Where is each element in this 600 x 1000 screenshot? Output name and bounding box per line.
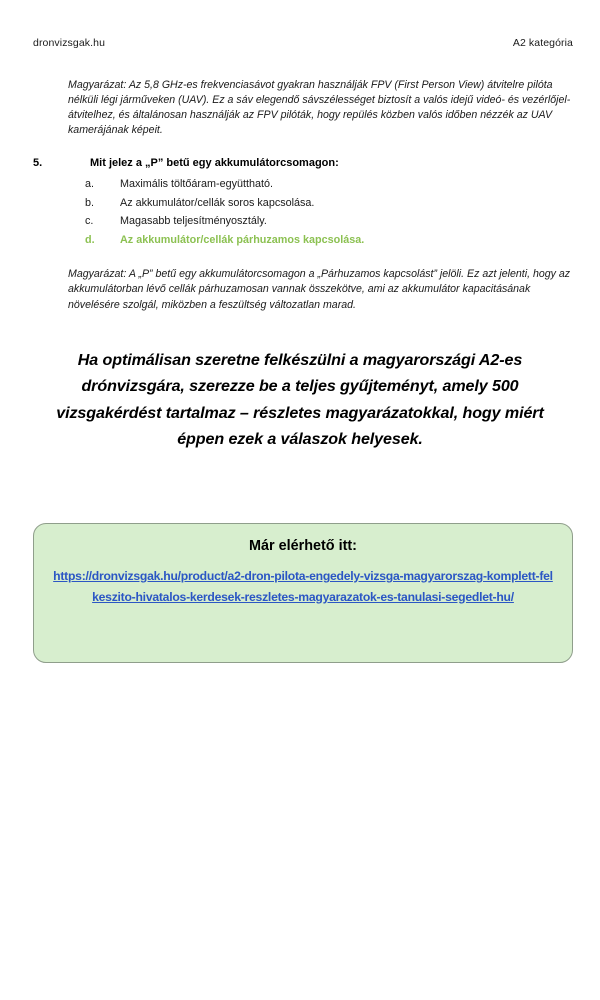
answer-option-d-correct[interactable] — [0, 231, 600, 250]
question-block — [0, 156, 600, 249]
answer-option-list — [0, 175, 600, 249]
answer-option-d-text: Az akkumulátor/cellák párhuzamos kapcsolása. — [120, 233, 365, 246]
answer-option-a-letter: a. — [85, 178, 95, 191]
answer-option-a-text: Maximális töltőáram-együttható. — [120, 178, 274, 191]
question-number: 5. — [33, 157, 43, 170]
product-link[interactable]: https://dronvizsgak.hu/product/a2-dron-pilota-engedely-vizsga-magyarorszag-komplett-felkeszito-hivatalos-kerdesek-reszletes-magyarazatok-es-tanulasi-segedlet-hu/ — [53, 569, 553, 604]
answer-option-c-text: Magasabb teljesítményosztály. — [120, 215, 267, 228]
answer-option-b[interactable] — [0, 194, 600, 213]
header-category: A2 kategória — [512, 37, 573, 49]
call-to-action-box — [33, 523, 573, 663]
answer-option-d-letter: d. — [85, 233, 95, 246]
document-body — [0, 78, 600, 453]
call-to-action-title: Már elérhető itt: — [249, 538, 357, 554]
answer-option-c[interactable] — [0, 212, 600, 231]
explanation-paragraph-answer: Magyarázat: A „P” betű egy akkumulátorcsomagon a „Párhuzamos kapcsolást” jelöli. Ez azt jelenti, hogy az akkumulátorban lévő cellák párhuzamosan vannak összekötve, ami az akkumulátor kapacitásának növelésére szolgál, miközben a feszültség változatlan marad. — [68, 268, 571, 311]
answer-option-b-letter: b. — [85, 196, 95, 209]
question-text: Mit jelez a „P” betű egy akkumulátorcsomagon: — [90, 157, 339, 170]
document-header — [33, 37, 573, 49]
header-site-name: dronvizsgak.hu — [33, 37, 106, 49]
answer-option-a[interactable] — [0, 175, 600, 194]
answer-option-b-text: Az akkumulátor/cellák soros kapcsolása. — [120, 196, 315, 209]
question-heading — [0, 156, 600, 171]
promo-pitch-text: Ha optimálisan szeretne felkészülni a magyarországi A2-es drónvizsgára, szerezze be a teljes gyűjteményt, amely 500 vizsgakérdést tartalmaz – részletes magyarázatokkal, hogy miért éppen ezek a válaszok helyesek. — [56, 350, 544, 449]
explanation-paragraph-previous-question: Magyarázat: Az 5,8 GHz-es frekvenciasávot gyakran használják FPV (First Person View) átvitelre pilóta nélküli légi járműveken (UAV). Ez a sáv elegendő sávszélességet biztosít a valós idejű videó- és vezérlőjel-átvitelhez, és általánosan használják az FPV pilóták, hogy repülés közben valós időben nézzék az UAV kamerájának képeit. — [68, 79, 571, 137]
answer-option-c-letter: c. — [85, 215, 94, 228]
